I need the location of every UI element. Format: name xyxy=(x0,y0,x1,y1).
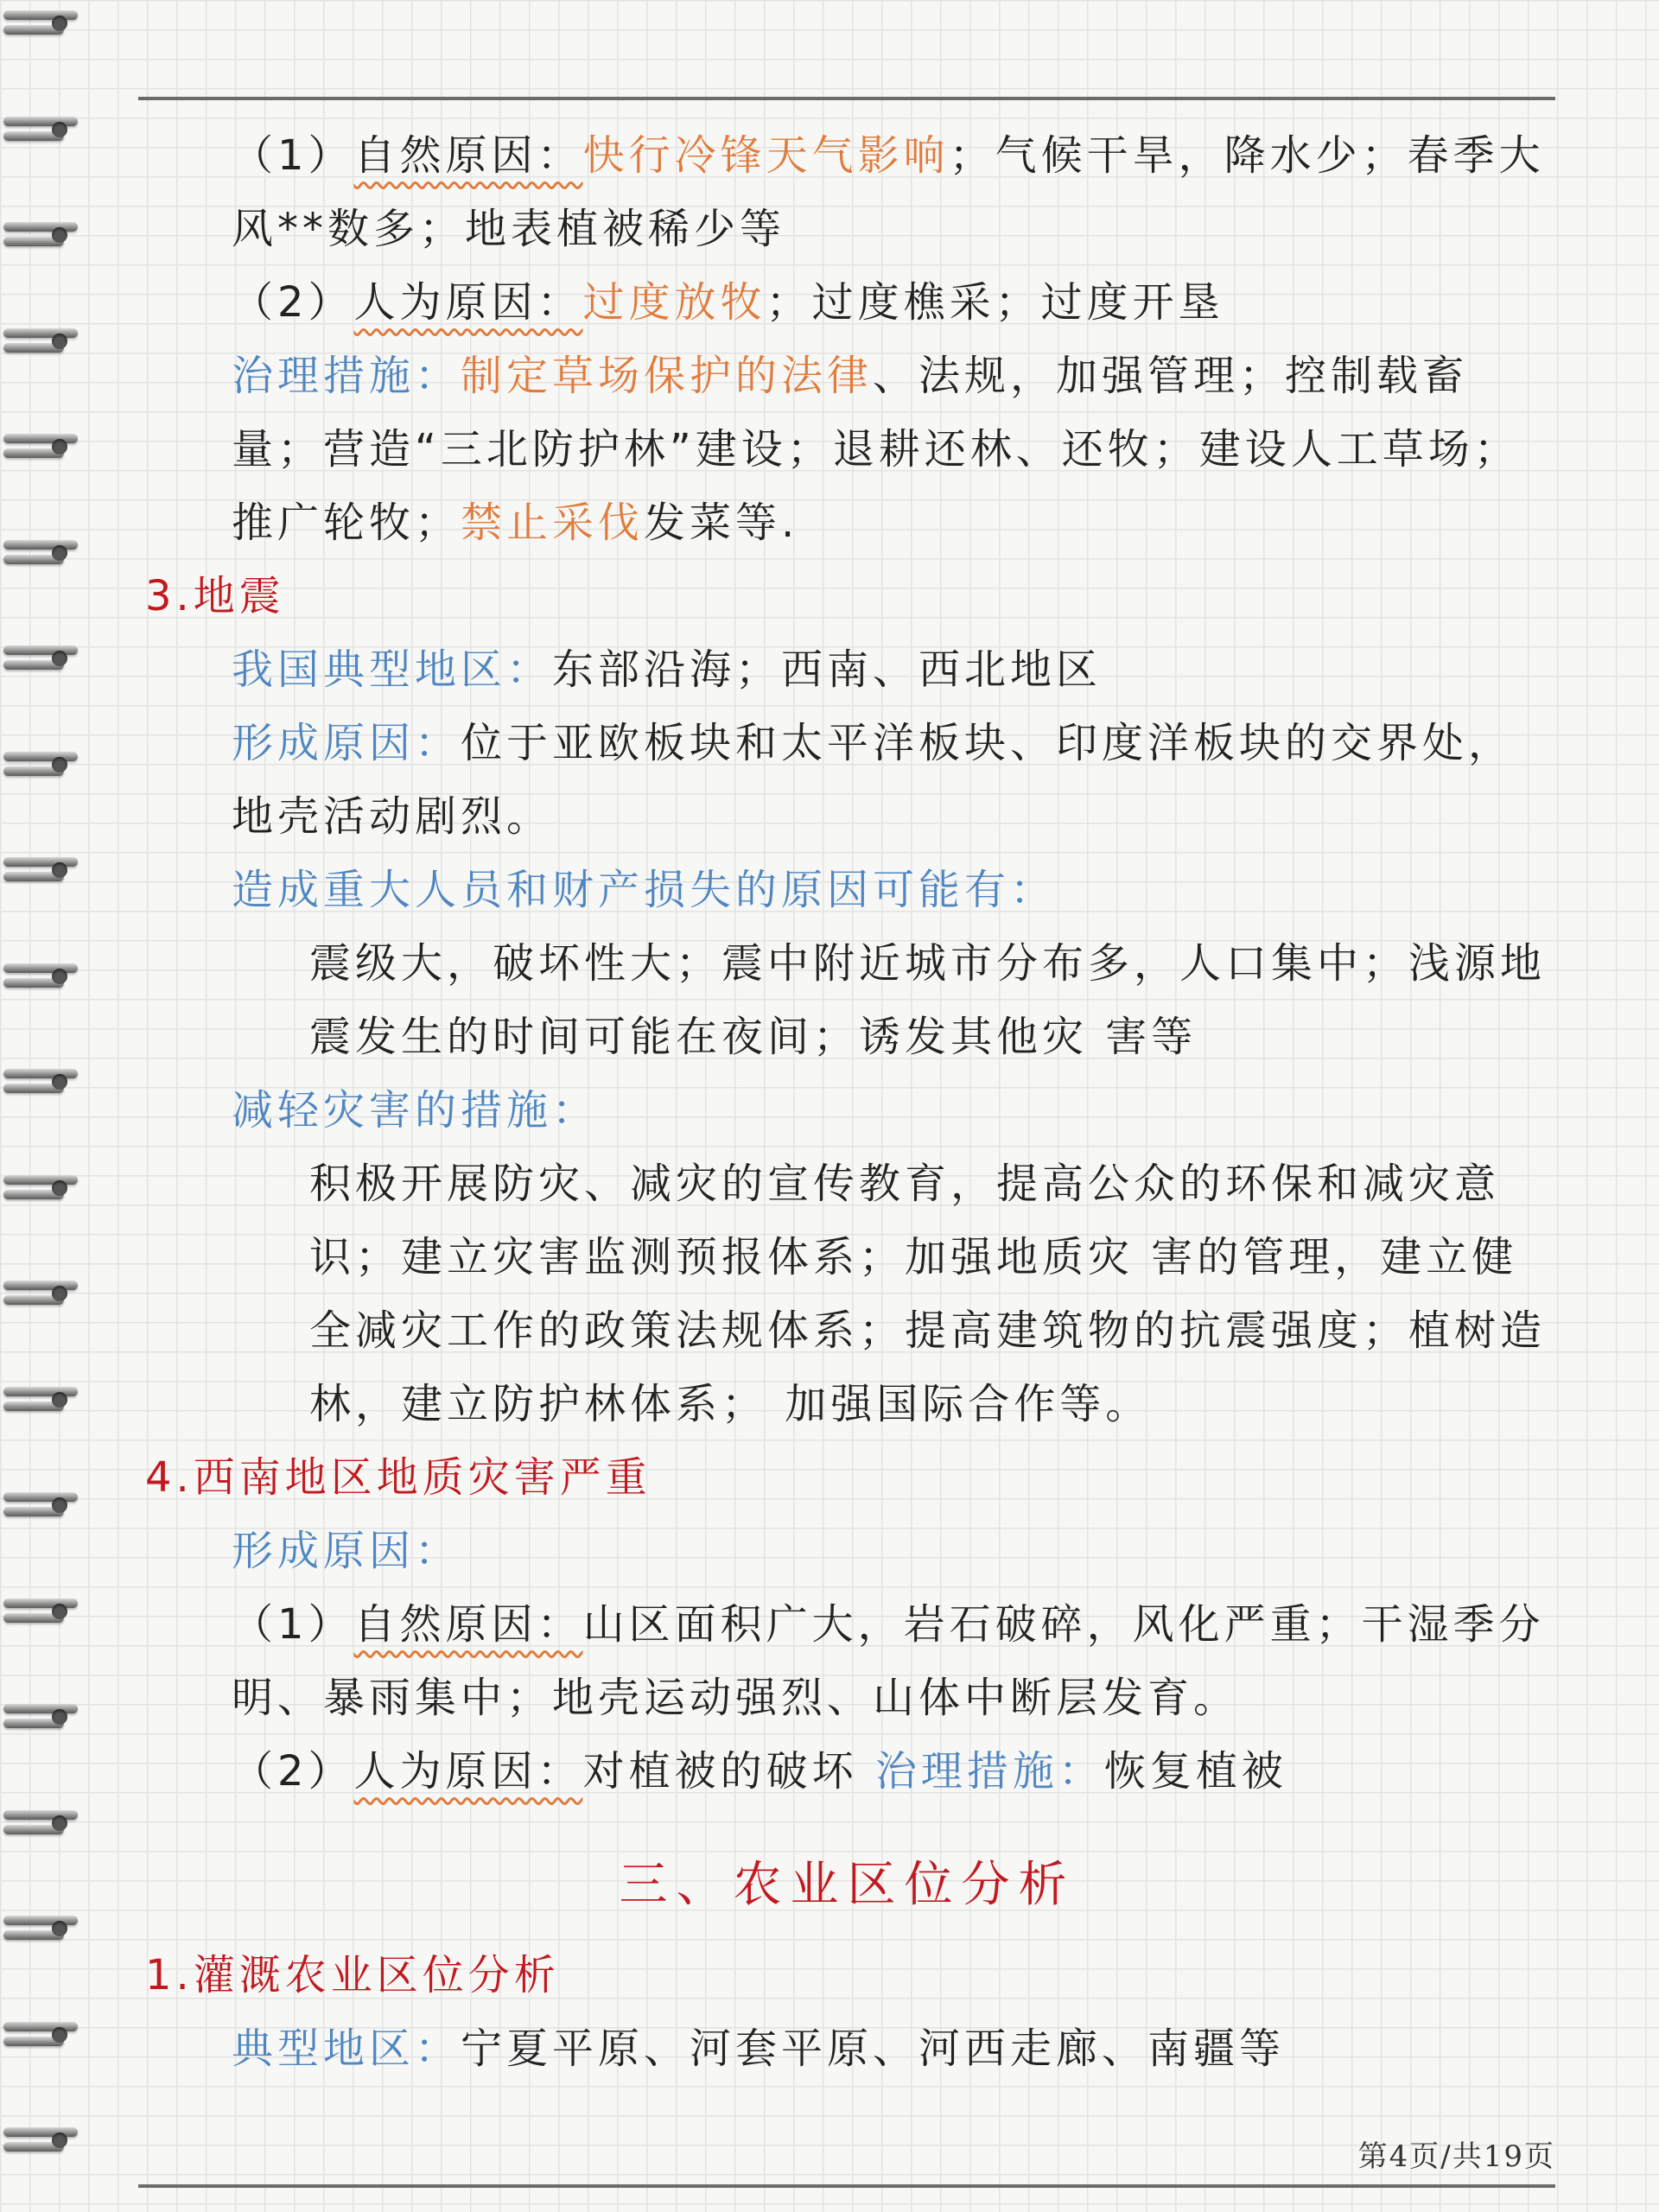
label-formation-causes: 形成原因： xyxy=(232,719,461,767)
binding-ring xyxy=(3,2127,78,2153)
paragraph-natural-causes xyxy=(145,119,1549,266)
binding-ring xyxy=(3,857,78,883)
text-natural-causes: ；气候干旱，降水少；春季大风**数多；地表植被稀少等 xyxy=(232,131,1545,253)
highlight-overgrazing: 过度放牧 xyxy=(582,278,766,327)
binding-ring xyxy=(3,1492,78,1518)
label-sw-measures: 治理措施： xyxy=(874,1747,1104,1796)
label-sw-formation: 形成原因： xyxy=(232,1527,461,1575)
binding-ring xyxy=(3,1810,78,1836)
text-irrigation-regions: 宁夏平原、河套平原、河西走廊、南疆等 xyxy=(461,2024,1286,2073)
paragraph-mitigation-label xyxy=(145,1074,1549,1147)
highlight-cold-front: 快行冷锋天气影响 xyxy=(582,131,950,180)
binding-ring xyxy=(3,1599,78,1624)
text-mitigation: 积极开展防灾、减灾的宣传教育，提高公众的环保和减灾意识；建立灾害监测预报体系；加强地质灾 害的管理，建立健全减灾工作的政策法规体系；提高建筑物的抗震强度；植树造林，建立防护林体系； 加强国际合作等。 xyxy=(309,1160,1547,1428)
label-sw-natural: 自然原因： xyxy=(353,1600,583,1649)
highlight-ban-logging: 禁止采伐 xyxy=(461,499,645,547)
item-number: （1） xyxy=(232,131,354,180)
text-measures-end: 发菜等. xyxy=(644,499,799,547)
paragraph-irrigation-regions xyxy=(145,2012,1549,2086)
label-human-causes: 人为原因： xyxy=(353,278,583,327)
text-measures: 、法规，加强管理；控制载畜量；营造“三北防护林”建设；退耕还林、还牧；建设人工草场；推广轮牧； xyxy=(232,352,1520,547)
text-formation-causes: 位于亚欧板块和太平洋板块、印度洋板块的交界处，地壳活动剧烈。 xyxy=(232,719,1515,841)
heading-irrigation: 1.灌溉农业区位分析 xyxy=(145,1951,560,1999)
section-title-agriculture: 三、农业区位分析 xyxy=(619,1857,1076,1913)
binding-ring xyxy=(3,645,78,671)
paragraph-sw-natural xyxy=(145,1588,1549,1735)
paragraph-formation-causes xyxy=(145,707,1549,854)
paragraph-typical-regions xyxy=(145,633,1549,707)
label-sw-human: 人为原因： xyxy=(353,1747,583,1796)
top-rule xyxy=(138,97,1555,100)
binding-ring xyxy=(3,1387,78,1413)
binding-ring xyxy=(3,2022,78,2048)
label-measures: 治理措施： xyxy=(232,352,461,400)
label-loss-causes: 造成重大人员和财产损失的原因可能有： xyxy=(232,866,1057,914)
binding-ring xyxy=(3,1916,78,1942)
page-number: 第4页/共19页 xyxy=(1357,2139,1555,2174)
text-sw-natural: 山区面积广大，岩石破碎，风化严重；干湿季分明、暴雨集中；地壳运动强烈、山体中断层发育。 xyxy=(232,1600,1545,1722)
item-number: （2） xyxy=(232,1747,354,1796)
text-loss-causes: 震级大，破坏性大；震中附近城市分布多，人口集中；浅源地震发生的时间可能在夜间；诱发其他灾 害等 xyxy=(309,939,1547,1061)
text-sw-human: 对植被的破坏 xyxy=(582,1747,875,1796)
heading-earthquake: 3.地震 xyxy=(145,572,285,620)
paragraph-mitigation xyxy=(145,1147,1549,1441)
notes-content xyxy=(145,119,1549,2086)
label-typical-regions: 我国典型地区： xyxy=(232,645,553,694)
highlight-laws: 制定草场保护的法律 xyxy=(461,352,874,400)
paragraph-measures xyxy=(145,340,1549,560)
label-natural-causes: 自然原因： xyxy=(353,131,583,180)
binding-ring xyxy=(3,752,78,778)
binding-ring xyxy=(3,1281,78,1306)
binding-ring xyxy=(3,222,78,248)
item-number: （1） xyxy=(232,1600,354,1649)
paragraph-sw-human xyxy=(145,1735,1549,1808)
binding-ring xyxy=(3,117,78,143)
item-number: （2） xyxy=(232,278,354,327)
text-human-causes: ；过度樵采；过度开垦 xyxy=(766,278,1224,327)
text-typical-regions: 东部沿海；西南、西北地区 xyxy=(552,645,1103,694)
label-mitigation: 减轻灾害的措施： xyxy=(232,1086,599,1135)
binding-ring xyxy=(3,434,78,460)
text-sw-measures: 恢复植被 xyxy=(1103,1747,1287,1796)
paragraph-human-causes xyxy=(145,266,1549,340)
binding-ring xyxy=(3,328,78,354)
paragraph-loss-causes xyxy=(145,927,1549,1074)
binding-ring xyxy=(3,10,78,36)
heading-southwest: 4.西南地区地质灾害严重 xyxy=(145,1453,652,1502)
binding-ring xyxy=(3,1069,78,1095)
bottom-rule xyxy=(138,2184,1555,2188)
binding-ring xyxy=(3,1175,78,1201)
binding-ring xyxy=(3,540,78,566)
label-irrigation-regions: 典型地区： xyxy=(232,2024,461,2073)
binding-ring xyxy=(3,1704,78,1730)
binding-ring xyxy=(3,963,78,989)
spiral-binding xyxy=(0,0,82,2212)
paragraph-sw-formation-label xyxy=(145,1515,1549,1588)
paragraph-loss-causes-label xyxy=(145,854,1549,927)
